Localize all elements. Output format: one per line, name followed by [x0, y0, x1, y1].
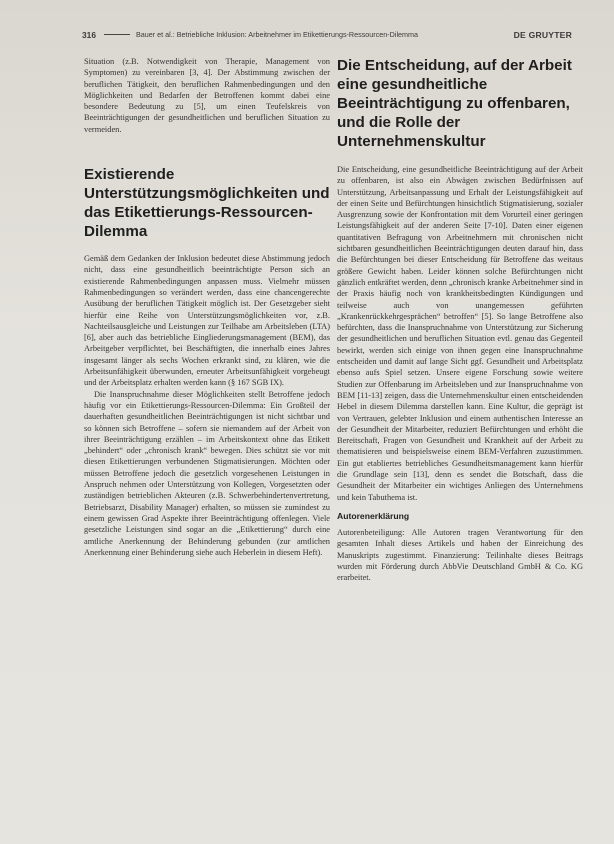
author-paragraph: Autorenbeteiligung: Alle Autoren tragen Verantwortung für den gesamten Inhalt dieses Artikels und haben der Einreichung des Manuskripts zugestimmt. Finanzierung: Teilinhalte dieses Beitrags wurden mit Förderung durch AbbVie Deutschland GmbH & Co. KG erarbeitet.: [337, 527, 583, 583]
author-declaration-heading: Autorenerklärung: [337, 510, 410, 521]
right-column: [337, 56, 583, 583]
left-column: [84, 56, 330, 558]
paragraph-inklusion: Gemäß dem Gedanken der Inklusion bedeutet diese Abstimmung jedoch nicht, dass eine gesundheitlich beeinträchtigte Person sich an existierende Rahmenbedingungen anpassen muss. Vielmehr müssen Rahmenbedingungen so verändert werden, dass eine chancengerechte Ausübung der beruflichen Tätigkeit möglich ist. Der Gesetzgeber sieht hierfür eine Reihe von Unterstützungsmöglichkeiten vor, z.B. Nachteilsausgleiche und Leistungen zur Teilhabe am Arbeitsleben (LTA) [6], aber auch das betriebliche Eingliederungsmanagement (BEM), das Arbeitgeber verpflichtet, bei Beschäftigten, die innerhalb eines Jahres insgesamt länger als sechs Wochen erkrankt sind, zu klären, wie die Arbeitsunfähigkeit überwunden, erneuter Arbeitsunfähigkeit vorgebeugt und der Arbeitsplatz erhalten werden kann (§ 167 SGB IX).: [84, 254, 330, 388]
section-heading-dilemma: Existierende Unterstützungsmöglichkeiten und das Etikettierungs-Ressourcen-Dilemma: [84, 166, 330, 241]
author-declaration: [337, 527, 583, 583]
intro-paragraph: Situation (z.B. Notwendigkeit von Therapie, Management von Symptomen) zu vereinbaren [3, 4]. Der Abstimmung zwischen der beruflichen Tätigkeit, den beruflichen Rahmenbedingungen und den Möglichkeiten und Bedarfen der Betroffenen kommt dabei eine besondere Bedeutung zu [5], um einen Teufelskreis von Beeinträchtigungen der gesundheitlichen und beruflichen Situation zu vermeiden.: [84, 57, 330, 134]
publisher-name: DE GRUYTER: [513, 30, 572, 40]
left-body: [84, 56, 330, 135]
paragraph-inanspruchnahme: Die Inanspruchnahme dieser Möglichkeiten stellt Betroffene jedoch häufig vor ein Etikettierungs-Ressourcen-Dilemma: Ein Großteil der dauerhaften gesundheitlichen Beeinträchtigungen ist nicht sichtbar und so können sich Betroffene – sofern sie niemandem auf der Arbeit von ihrer Beeinträchtigung erzählen – im Arbeitskontext ohne das Etikett „behindert“ oder „chronisch krank“ bewegen. Dies schützt sie vor mit diesen Etikettierungen verbundenen Stigmatisierungen. Möchten oder müssen Betroffene jedoch die gesetzlich vorgesehenen Leistungen in Anspruch nehmen oder Unterstützung von Kollegen, Vorgesetzten oder zuständigen betrieblichen Akteuren (z.B. Schwerbehindertenvertretung, Betriebsarzt, Disability Manager) erhalten, so müssen sie zumindest zu einem gewissen Grad Aspekte ihrer Beeinträchtigung offenlegen. Viele gesetzliche Leistungen sind sogar an die „Etikettierung“ durch eine amtliche Anerkennung der Behinderung gebunden (zur amtlichen Anerkennung einer Behinderung siehe auch Heberlein in diesem Heft).: [84, 389, 330, 557]
running-title: Bauer et al.: Betriebliche Inklusion: Arbeitnehmer im Etikettierungs-Ressourcen-Dilemma: [136, 30, 419, 39]
page-number: 316: [82, 30, 96, 40]
right-body: [337, 164, 583, 503]
paragraph-entscheidung: Die Entscheidung, eine gesundheitliche Beeinträchtigung auf der Arbeit zu offenbaren, ist also ein Abwägen zwischen Bedürfnissen auf Unterstützung, Arbeitsanpassung und Erhalt der Leistungsfähigkeit auf der einen Seite und Befürchtungen hinsichtlich Stigmatisierung, sozialer Ausgrenzung sowie der Konfrontation mit dem Vorurteil einer geringen Leistungsfähigkeit auf der anderen Seite [7-10]. Daten einer eigenen quantitativen Befragung von Arbeitnehmern mit chronischen nicht sichtbaren gesundheitlichen Beeinträchtigungen deuten darauf hin, dass die Befürchtungen bei dieser Entscheidung für Betroffene das weitaus größere Gewicht haben. Leider können solche Befürchtungen nicht gänzlich entkräftet werden, denn „chronisch kranke Arbeitnehmer sind in der Praxis häufig noch von krankheitsbedingten Kündigungen und teilweise auch von unangemessen geführten „Krankenrückkehrgesprächen“ betroffen“ [5]. So lange Betroffene also befürchten, dass die Inanspruchnahme von Unterstützung zur Sicherung der gesundheitlichen und beruflichen Situation evtl. genau das Gegenteil bewirkt, werden sich einige von ihnen gegen eine Inanspruchnahme entscheiden und damit auf lange Sicht ggf. Gesundheit und Arbeitsplatz ebenso aufs Spiel setzen. Unsere eigene Forschung sowie weitere Studien zur Offenbarung im Arbeitsleben und zur Inanspruchnahme von BEM [11-13] zeigen, dass die Unternehmenskultur einen entscheidenden Hebel in diesem Dilemma darstellen kann. Eine Kultur, die geprägt ist von Vertrauen, gelebter Inklusion und einem authentischen Interesse an der Gesundheit der Mitarbeiter, reduziert Befürchtungen und erhöht die Bereitschaft, Fragen von Gesundheit und Krankheit auf der Arbeit zu thematisieren und beispielsweise einem BEM-Verfahren zuzustimmen. Ein gut etabliertes betriebliches Gesundheitsmanagement kann hierfür die Grundlage sein [13], denn es sendet die Botschaft, dass die Gesundheit der Mitarbeiter ein wichtiges Anliegen des Unternehmens und kein Tabuthema ist.: [337, 165, 583, 502]
page-header: [82, 30, 572, 44]
section-heading-entscheidung: Die Entscheidung, auf der Arbeit eine gesundheitliche Beeinträchtigung zu offenbaren, und die Rolle der Unternehmenskultur: [337, 57, 572, 150]
left-body-section: [84, 253, 330, 558]
header-rule: [104, 34, 130, 35]
